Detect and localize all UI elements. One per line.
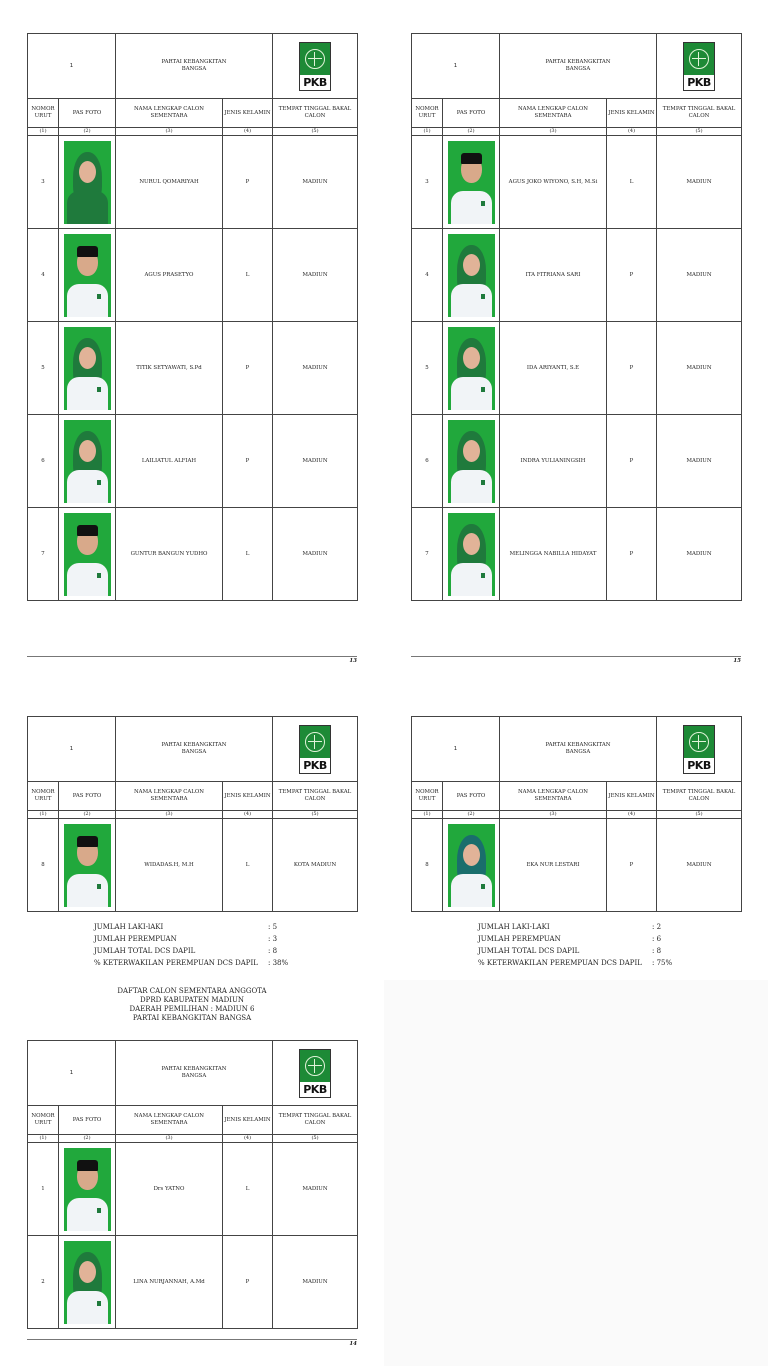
- empty-page-area: [384, 980, 768, 1366]
- summary-female-label: JUMLAH PEREMPUAN: [478, 935, 561, 943]
- candidate-name: GUNTUR BANGUN YUDHO: [116, 508, 223, 601]
- col-header-gender: JENIS KELAMIN: [607, 782, 657, 811]
- col-header-name: NAMA LENGKAP CALON SEMENTARA: [116, 1106, 223, 1135]
- col-header-no: NOMOR URUT: [28, 782, 59, 811]
- summary-pct-label: % KETERWAKILAN PEREMPUAN DCS DAPIL: [94, 959, 258, 967]
- col-index: (3): [116, 1135, 223, 1143]
- document-page-15: [384, 0, 768, 683]
- col-header-no: NOMOR URUT: [412, 782, 443, 811]
- col-header-address: TEMPAT TINGGAL BAKAL CALON: [273, 782, 358, 811]
- table-row: [28, 322, 358, 415]
- candidate-no: 3: [412, 136, 443, 229]
- col-header-gender: JENIS KELAMIN: [223, 782, 273, 811]
- col-index: (5): [657, 811, 742, 819]
- summary-female-value: : 3: [268, 935, 278, 943]
- col-header-name: NAMA LENGKAP CALON SEMENTARA: [500, 782, 607, 811]
- col-index: (1): [28, 128, 59, 136]
- pkb-logo-icon: PKB: [683, 42, 715, 91]
- candidate-no: 4: [412, 229, 443, 322]
- party-logo-cell: [273, 717, 358, 782]
- candidate-no: 2: [28, 1236, 59, 1329]
- col-index: (3): [116, 811, 223, 819]
- party-number: 1: [28, 1041, 116, 1106]
- party-name: PARTAI KEBANGKITAN BANGSA: [116, 717, 273, 782]
- footer-divider: [411, 656, 741, 657]
- candidate-no: 1: [28, 1143, 59, 1236]
- candidate-name: NURUL QOMARIYAH: [116, 136, 223, 229]
- col-header-photo: PAS FOTO: [443, 99, 500, 128]
- table-row: [412, 136, 742, 229]
- candidate-gender: L: [223, 229, 273, 322]
- candidate-table: [27, 33, 358, 601]
- table-row: [28, 1143, 358, 1236]
- page-number: 13: [349, 658, 357, 664]
- candidate-name: INDRA YULIANINGSIH: [500, 415, 607, 508]
- candidate-no: 6: [412, 415, 443, 508]
- table-row: [28, 819, 358, 912]
- candidate-photo-hijab-icon: [448, 420, 495, 503]
- candidate-table: [411, 33, 742, 601]
- candidate-address: MADIUN: [657, 136, 742, 229]
- col-header-no: NOMOR URUT: [28, 1106, 59, 1135]
- candidate-gender: L: [223, 508, 273, 601]
- candidate-table: [411, 716, 742, 912]
- table-row: [28, 136, 358, 229]
- candidate-address: MADIUN: [273, 1143, 358, 1236]
- party-name: PARTAI KEBANGKITAN BANGSA: [500, 717, 657, 782]
- party-logo-cell: [273, 34, 358, 99]
- table-row: [28, 508, 358, 601]
- candidate-no: 5: [28, 322, 59, 415]
- col-header-gender: JENIS KELAMIN: [223, 99, 273, 128]
- candidate-address: MADIUN: [273, 1236, 358, 1329]
- col-header-no: NOMOR URUT: [28, 99, 59, 128]
- table-row: [28, 1236, 358, 1329]
- candidate-photo-hijab-icon: [64, 1241, 111, 1324]
- col-index: (4): [607, 811, 657, 819]
- page-number: 14: [349, 1341, 357, 1347]
- candidate-gender: P: [607, 322, 657, 415]
- candidate-address: KOTA MADIUN: [273, 819, 358, 912]
- candidate-address: MADIUN: [273, 229, 358, 322]
- candidate-name: Drs YATNO: [116, 1143, 223, 1236]
- candidate-gender: L: [607, 136, 657, 229]
- party-number: 1: [412, 34, 500, 99]
- col-header-gender: JENIS KELAMIN: [607, 99, 657, 128]
- summary-male-label: JUMLAH LAKI-LAKI: [478, 923, 550, 931]
- candidate-gender: P: [607, 229, 657, 322]
- candidate-name: LAILIATUL ALFIAH: [116, 415, 223, 508]
- col-index: (2): [443, 811, 500, 819]
- col-index: (5): [273, 1135, 358, 1143]
- footer-divider: [27, 656, 357, 657]
- col-index: (5): [657, 128, 742, 136]
- candidate-address: MADIUN: [273, 508, 358, 601]
- document-page-13: [0, 0, 384, 683]
- col-header-address: TEMPAT TINGGAL BAKAL CALON: [273, 99, 358, 128]
- col-header-gender: JENIS KELAMIN: [223, 1106, 273, 1135]
- party-number: 1: [28, 34, 116, 99]
- candidate-no: 5: [412, 322, 443, 415]
- col-header-name: NAMA LENGKAP CALON SEMENTARA: [116, 782, 223, 811]
- pkb-logo-icon: PKB: [299, 42, 331, 91]
- col-header-address: TEMPAT TINGGAL BAKAL CALON: [657, 782, 742, 811]
- candidate-address: MADIUN: [657, 322, 742, 415]
- candidate-gender: P: [607, 508, 657, 601]
- candidate-gender: P: [607, 819, 657, 912]
- col-header-address: TEMPAT TINGGAL BAKAL CALON: [657, 99, 742, 128]
- summary-pct-label: % KETERWAKILAN PEREMPUAN DCS DAPIL: [478, 959, 642, 967]
- candidate-address: MADIUN: [273, 322, 358, 415]
- candidate-photo-hijab-icon: [448, 234, 495, 317]
- col-index: (2): [59, 1135, 116, 1143]
- col-header-no: NOMOR URUT: [412, 99, 443, 128]
- footer-divider: [27, 1339, 357, 1340]
- candidate-photo-hijab-icon: [64, 327, 111, 410]
- dapil-summary: [94, 921, 344, 969]
- table-row: [412, 819, 742, 912]
- summary-pct-value: : 75%: [652, 959, 673, 967]
- summary-total-label: JUMLAH TOTAL DCS DAPIL: [94, 947, 196, 955]
- party-name: PARTAI KEBANGKITAN BANGSA: [116, 1041, 273, 1106]
- table-row: [412, 415, 742, 508]
- candidate-name: EKA NUR LESTARI: [500, 819, 607, 912]
- candidate-name: MELINGGA NABILLA HIDAYAT: [500, 508, 607, 601]
- candidate-photo-hijab-icon: [448, 327, 495, 410]
- summary-total-value: : 8: [268, 947, 278, 955]
- party-logo-cell: [273, 1041, 358, 1106]
- col-index: (5): [273, 128, 358, 136]
- candidate-gender: L: [223, 1143, 273, 1236]
- party-name: PARTAI KEBANGKITAN BANGSA: [116, 34, 273, 99]
- dcs-list-title: DAFTAR CALON SEMENTARA ANGGOTA DPRD KABUPATEN MADIUN DAERAH PEMILIHAN : MADIUN 6 PARTAI KEBANGKITAN BANGSA: [117, 987, 267, 1022]
- party-number: 1: [28, 717, 116, 782]
- candidate-name: TITIK SETYAWATI, S.Pd: [116, 322, 223, 415]
- col-index: (4): [223, 1135, 273, 1143]
- candidate-gender: L: [223, 819, 273, 912]
- table-row: [412, 508, 742, 601]
- dapil-summary: [478, 921, 728, 969]
- candidate-address: MADIUN: [657, 229, 742, 322]
- summary-male-value: : 2: [652, 923, 662, 931]
- candidate-no: 8: [412, 819, 443, 912]
- candidate-name: WIDADAS.H, M.H: [116, 819, 223, 912]
- candidate-gender: P: [223, 322, 273, 415]
- col-index: (3): [116, 128, 223, 136]
- table-row: [412, 322, 742, 415]
- summary-pct-value: : 38%: [268, 959, 289, 967]
- summary-male-value: : 5: [268, 923, 278, 931]
- col-index: (1): [412, 128, 443, 136]
- summary-female-value: : 6: [652, 935, 662, 943]
- col-index: (4): [223, 128, 273, 136]
- col-index: (1): [28, 1135, 59, 1143]
- candidate-name: LINA NURJANNAH, A.Md: [116, 1236, 223, 1329]
- col-header-photo: PAS FOTO: [59, 99, 116, 128]
- candidate-no: 6: [28, 415, 59, 508]
- col-index: (5): [273, 811, 358, 819]
- candidate-gender: P: [607, 415, 657, 508]
- candidate-no: 7: [412, 508, 443, 601]
- candidate-address: MADIUN: [657, 415, 742, 508]
- summary-female-label: JUMLAH PEREMPUAN: [94, 935, 177, 943]
- candidate-no: 8: [28, 819, 59, 912]
- pkb-logo-icon: PKB: [683, 725, 715, 774]
- col-index: (1): [28, 811, 59, 819]
- candidate-name: IDA ARIYANTI, S.E: [500, 322, 607, 415]
- party-name: PARTAI KEBANGKITAN BANGSA: [500, 34, 657, 99]
- candidate-gender: P: [223, 136, 273, 229]
- summary-male-label: JUMLAH LAKI-lAKI: [94, 923, 164, 931]
- candidate-photo-peci-icon: [448, 141, 495, 224]
- col-header-photo: PAS FOTO: [59, 1106, 116, 1135]
- pkb-logo-icon: PKB: [299, 725, 331, 774]
- candidate-table: [27, 716, 358, 912]
- col-index: (4): [607, 128, 657, 136]
- candidate-photo-peci-icon: [64, 1148, 111, 1231]
- table-row: [28, 229, 358, 322]
- candidate-address: MADIUN: [273, 415, 358, 508]
- candidate-name: AGUS JOKO WIYONO, S.H, M.Si: [500, 136, 607, 229]
- candidate-photo-hijab-icon: [64, 420, 111, 503]
- candidate-photo-peci-icon: [64, 824, 111, 907]
- candidate-gender: P: [223, 415, 273, 508]
- col-index: (3): [500, 128, 607, 136]
- party-logo-cell: [657, 34, 742, 99]
- candidate-photo-peci-icon: [64, 513, 111, 596]
- candidate-gender: P: [223, 1236, 273, 1329]
- party-logo-cell: [657, 717, 742, 782]
- candidate-no: 3: [28, 136, 59, 229]
- party-number: 1: [412, 717, 500, 782]
- col-index: (2): [59, 811, 116, 819]
- table-row: [28, 415, 358, 508]
- document-page-bottom-right: [384, 683, 768, 980]
- candidate-table: [27, 1040, 358, 1329]
- document-page-14: [0, 683, 384, 1366]
- page-number: 15: [733, 658, 741, 664]
- candidate-name: ITA FITRIANA SARI: [500, 229, 607, 322]
- candidate-photo-hijab-icon: [448, 513, 495, 596]
- col-index: (2): [59, 128, 116, 136]
- candidate-photo-hijab-icon: [64, 141, 111, 224]
- col-header-address: TEMPAT TINGGAL BAKAL CALON: [273, 1106, 358, 1135]
- pkb-logo-icon: PKB: [299, 1049, 331, 1098]
- summary-total-label: JUMLAH TOTAL DCS DAPIL: [478, 947, 580, 955]
- candidate-address: MADIUN: [657, 508, 742, 601]
- candidate-no: 7: [28, 508, 59, 601]
- candidate-name: AGUS PRASETYO: [116, 229, 223, 322]
- candidate-address: MADIUN: [657, 819, 742, 912]
- candidate-photo-peci-icon: [64, 234, 111, 317]
- col-header-photo: PAS FOTO: [443, 782, 500, 811]
- col-index: (4): [223, 811, 273, 819]
- col-index: (1): [412, 811, 443, 819]
- candidate-address: MADIUN: [273, 136, 358, 229]
- candidate-no: 4: [28, 229, 59, 322]
- col-header-name: NAMA LENGKAP CALON SEMENTARA: [500, 99, 607, 128]
- summary-total-value: : 8: [652, 947, 662, 955]
- col-header-photo: PAS FOTO: [59, 782, 116, 811]
- col-index: (2): [443, 128, 500, 136]
- candidate-photo-hijab-icon: [448, 824, 495, 907]
- table-row: [412, 229, 742, 322]
- col-header-name: NAMA LENGKAP CALON SEMENTARA: [116, 99, 223, 128]
- col-index: (3): [500, 811, 607, 819]
